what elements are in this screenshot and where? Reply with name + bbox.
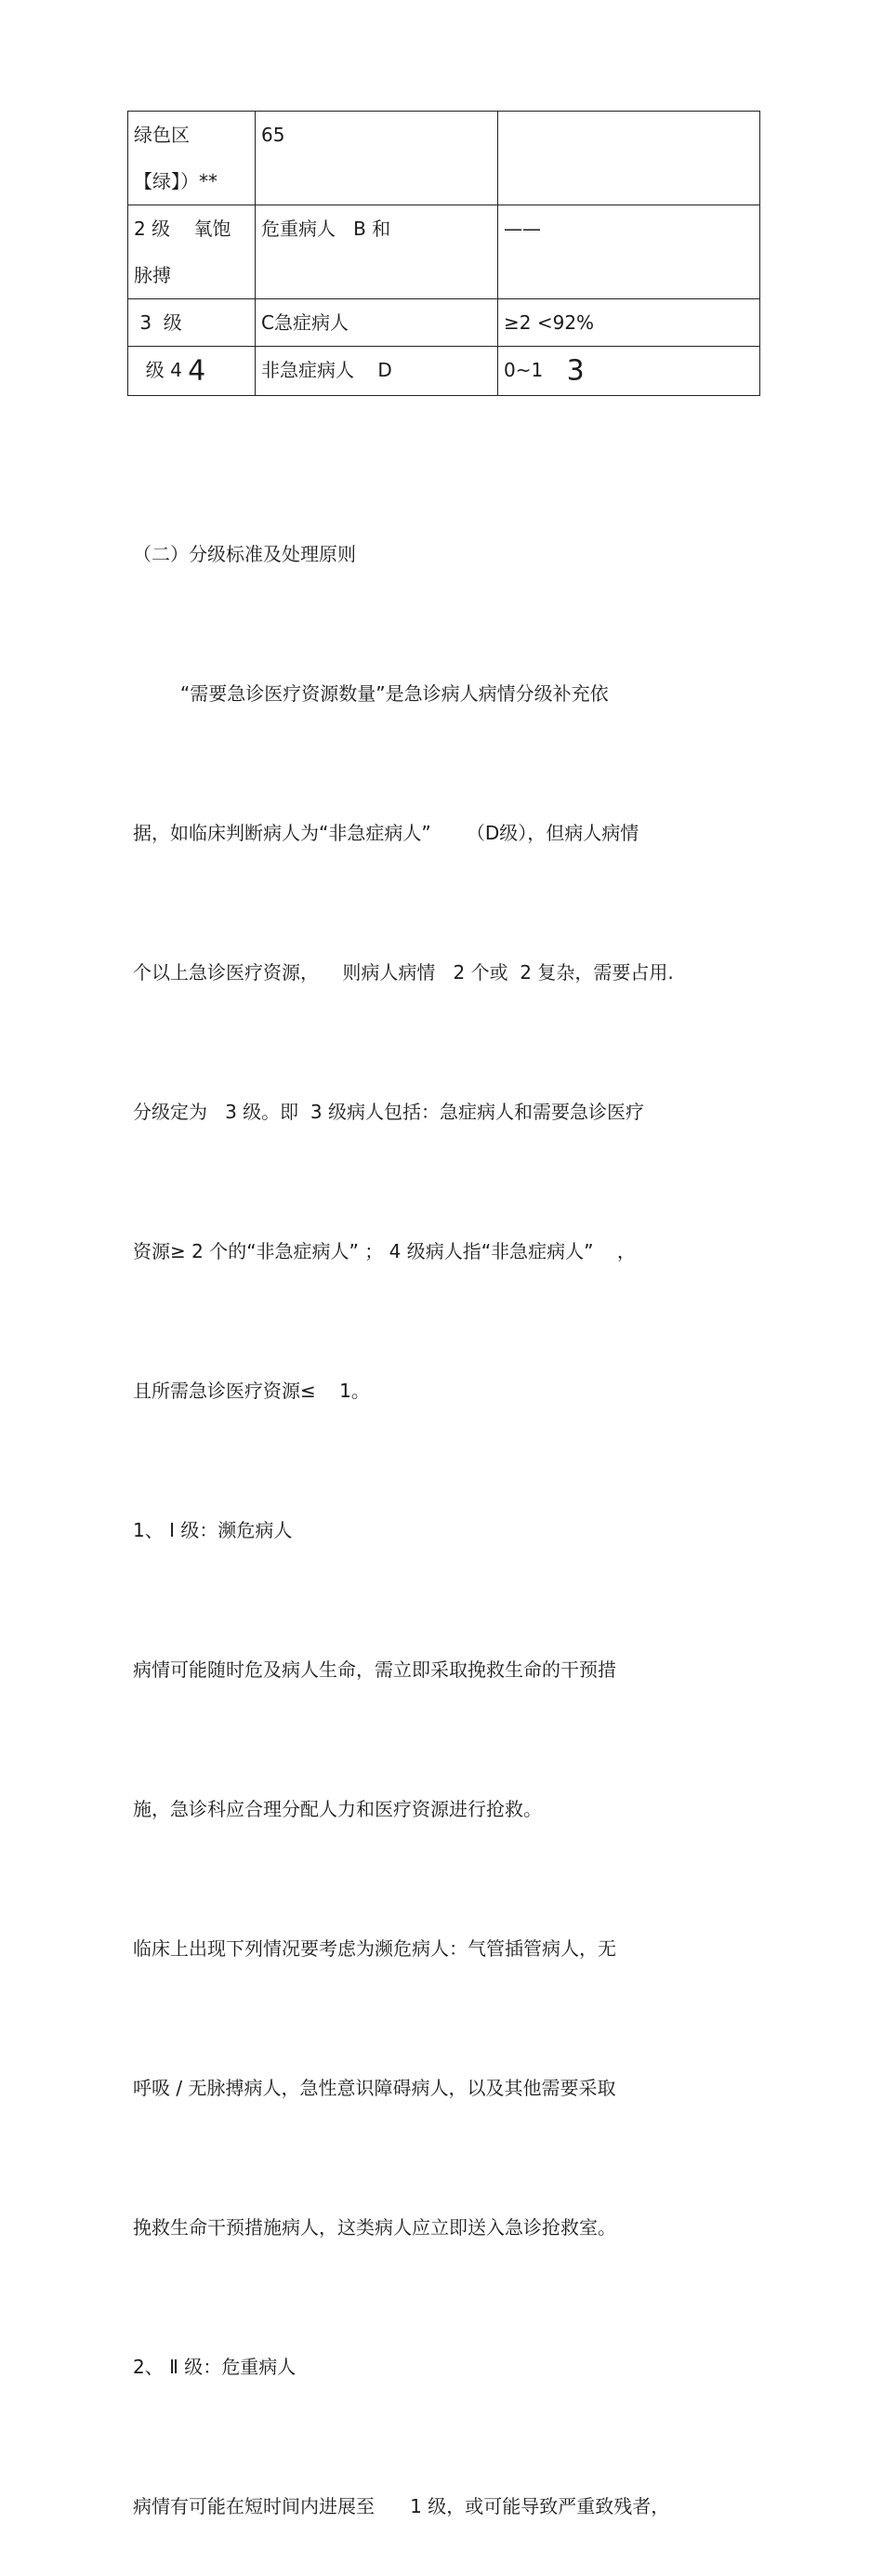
cell-line: 脉搏 (134, 264, 171, 286)
level-2-title: 2、 Ⅱ 级：危重病人 (133, 2356, 297, 2378)
level-1-title: 1、 Ⅰ 级：濒危病人 (133, 1519, 293, 1541)
cell-large-number: 3 (566, 354, 585, 388)
table-row (128, 205, 760, 299)
grading-table (127, 111, 760, 396)
cell-line: ≥2 <92% (504, 311, 595, 334)
table-row (128, 299, 760, 347)
cell-line: 3 级 (134, 311, 182, 334)
table-cell (498, 112, 760, 205)
cell-line (134, 347, 249, 395)
table-cell (498, 347, 760, 396)
cell-line: 65 (261, 124, 285, 146)
cell-large-number: 4 (188, 354, 206, 388)
paragraph-line: 个以上急诊医疗资源， 则病人病情 2 个或 2 复杂，需要占用. (133, 961, 674, 984)
paragraph-line: 施，急诊科应合理分配人力和医疗资源进行抢救。 (133, 1798, 542, 1820)
paragraph-line: 资源≥ 2 个的“非急症病人” ； 4 级病人指“非急症病人” ， (133, 1240, 636, 1262)
paragraph-line: 据，如临床判断病人为“非急症病人” （D级），但病人病情 (133, 822, 639, 844)
table-row (128, 347, 760, 396)
paragraph-line: “需要急诊医疗资源数量”是急诊病人病情分级补充依 (133, 682, 609, 705)
paragraph-line: 呼吸 / 无脉搏病人，急性意识障碍病人，以及其他需要采取 (133, 2077, 616, 2099)
paragraph-line: 病情有可能在短时间内进展至 1 级，或可能导致严重致残者， (133, 2495, 670, 2517)
section-heading: （二）分级标准及处理原则 (133, 543, 356, 565)
cell-line: —— (504, 218, 541, 240)
table-cell (256, 112, 498, 205)
paragraph-line: 分级定为 3 级。即 3 级病人包括：急症病人和需要急诊医疗 (133, 1101, 644, 1123)
table-cell (128, 347, 256, 396)
table-cell (498, 299, 760, 347)
table-cell (498, 205, 760, 299)
cell-line: 危重病人 B 和 (261, 218, 391, 240)
table-cell (128, 205, 256, 299)
table-cell (128, 299, 256, 347)
table-row (128, 112, 760, 205)
document-body (133, 438, 746, 2576)
table-cell (128, 112, 256, 205)
table-cell (256, 205, 498, 299)
cell-line: C急症病人 (261, 311, 349, 334)
table-cell (256, 299, 498, 347)
cell-line (504, 347, 754, 395)
cell-line: 非急症病人 D (261, 359, 392, 381)
cell-line: 2 级 氧饱 (134, 218, 231, 240)
paragraph-line: 病情可能随时危及病人生命，需立即采取挽救生命的干预措 (133, 1658, 616, 1681)
cell-text: 0~1 (504, 359, 567, 381)
cell-line: 绿色区 (134, 124, 190, 146)
cell-text: 级 4 (134, 359, 189, 381)
paragraph-line: 且所需急诊医疗资源≤ 1。 (133, 1380, 370, 1402)
paragraph-line: 挽救生命干预措施病人，这类病人应立即送入急诊抢救室。 (133, 2216, 616, 2239)
paragraph-line: 临床上出现下列情况要考虑为濒危病人：气管插管病人，无 (133, 1937, 616, 1960)
table-cell (256, 347, 498, 396)
cell-line: 【绿】）** (134, 170, 217, 192)
